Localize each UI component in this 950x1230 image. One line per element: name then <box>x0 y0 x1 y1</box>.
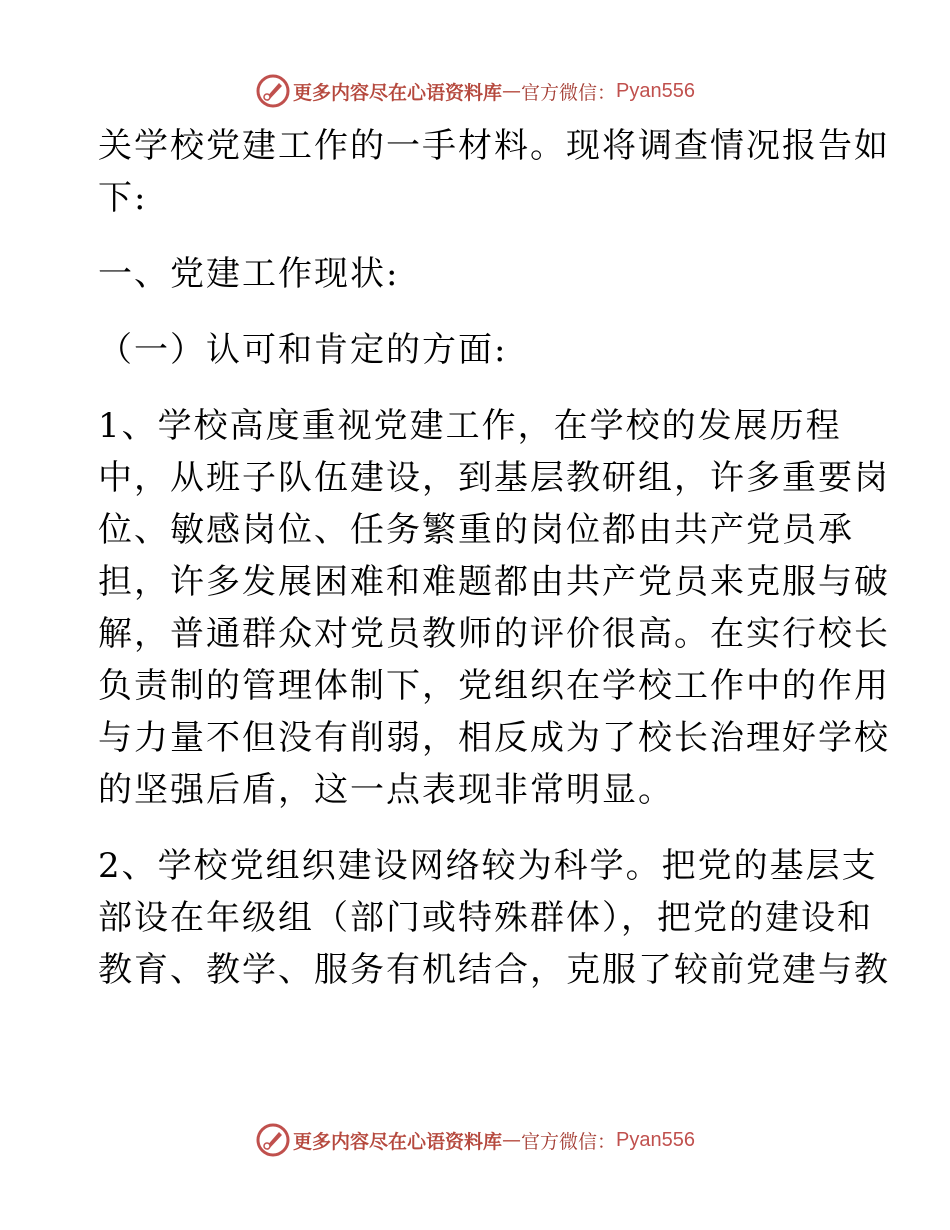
text-line: 下: <box>98 178 148 218</box>
watermark-wechat-id: Pyan556 <box>616 1128 695 1151</box>
watermark-dash: — <box>502 80 522 102</box>
text-line: 负责制的管理体制下，党组织在学校工作中的作用 <box>98 666 890 706</box>
text-line: 中，从班子队伍建设，到基层教研组，许多重要岗 <box>98 458 890 498</box>
text-line: 解，普通群众对党员教师的评价很高。在实行校长 <box>98 614 890 654</box>
document-body <box>98 120 890 996</box>
text-line: 关学校党建工作的一手材料。现将调查情况报告如 <box>98 126 890 166</box>
text-line: 的坚强后盾，这一点表现非常明显。 <box>98 770 674 810</box>
text-line: 2、学校党组织建设网络较为科学。把党的基层支 <box>98 846 878 886</box>
text-line: 担，许多发展困难和难题都由共产党员来克服与破 <box>98 562 890 602</box>
watermark-wechat-id: Pyan556 <box>616 79 695 102</box>
section-heading: 一、党建工作现状: <box>98 254 400 294</box>
watermark-wechat-label: 官方微信： <box>521 1130 617 1153</box>
watermark-dash: — <box>502 1129 522 1151</box>
footer-watermark <box>0 1120 950 1160</box>
quill-logo-icon <box>255 1122 291 1158</box>
watermark-main-text: 更多内容尽在心语资料库 <box>293 1130 503 1153</box>
watermark-main-text: 更多内容尽在心语资料库 <box>293 81 503 104</box>
text-line: 与力量不但没有削弱，相反成为了校长治理好学校 <box>98 718 890 758</box>
header-watermark <box>0 71 950 111</box>
text-line: 1、学校高度重视党建工作，在学校的发展历程 <box>98 406 842 446</box>
text-line: 教育、教学、服务有机结合，克服了较前党建与教 <box>98 950 890 990</box>
text-line: 位、敏感岗位、任务繁重的岗位都由共产党员承 <box>98 510 854 550</box>
text-line: 部设在年级组（部门或特殊群体），把党的建设和 <box>98 898 873 938</box>
quill-logo-icon <box>255 73 291 109</box>
watermark-wechat-label: 官方微信： <box>521 81 617 104</box>
subsection-heading: （一）认可和肯定的方面: <box>98 330 508 370</box>
